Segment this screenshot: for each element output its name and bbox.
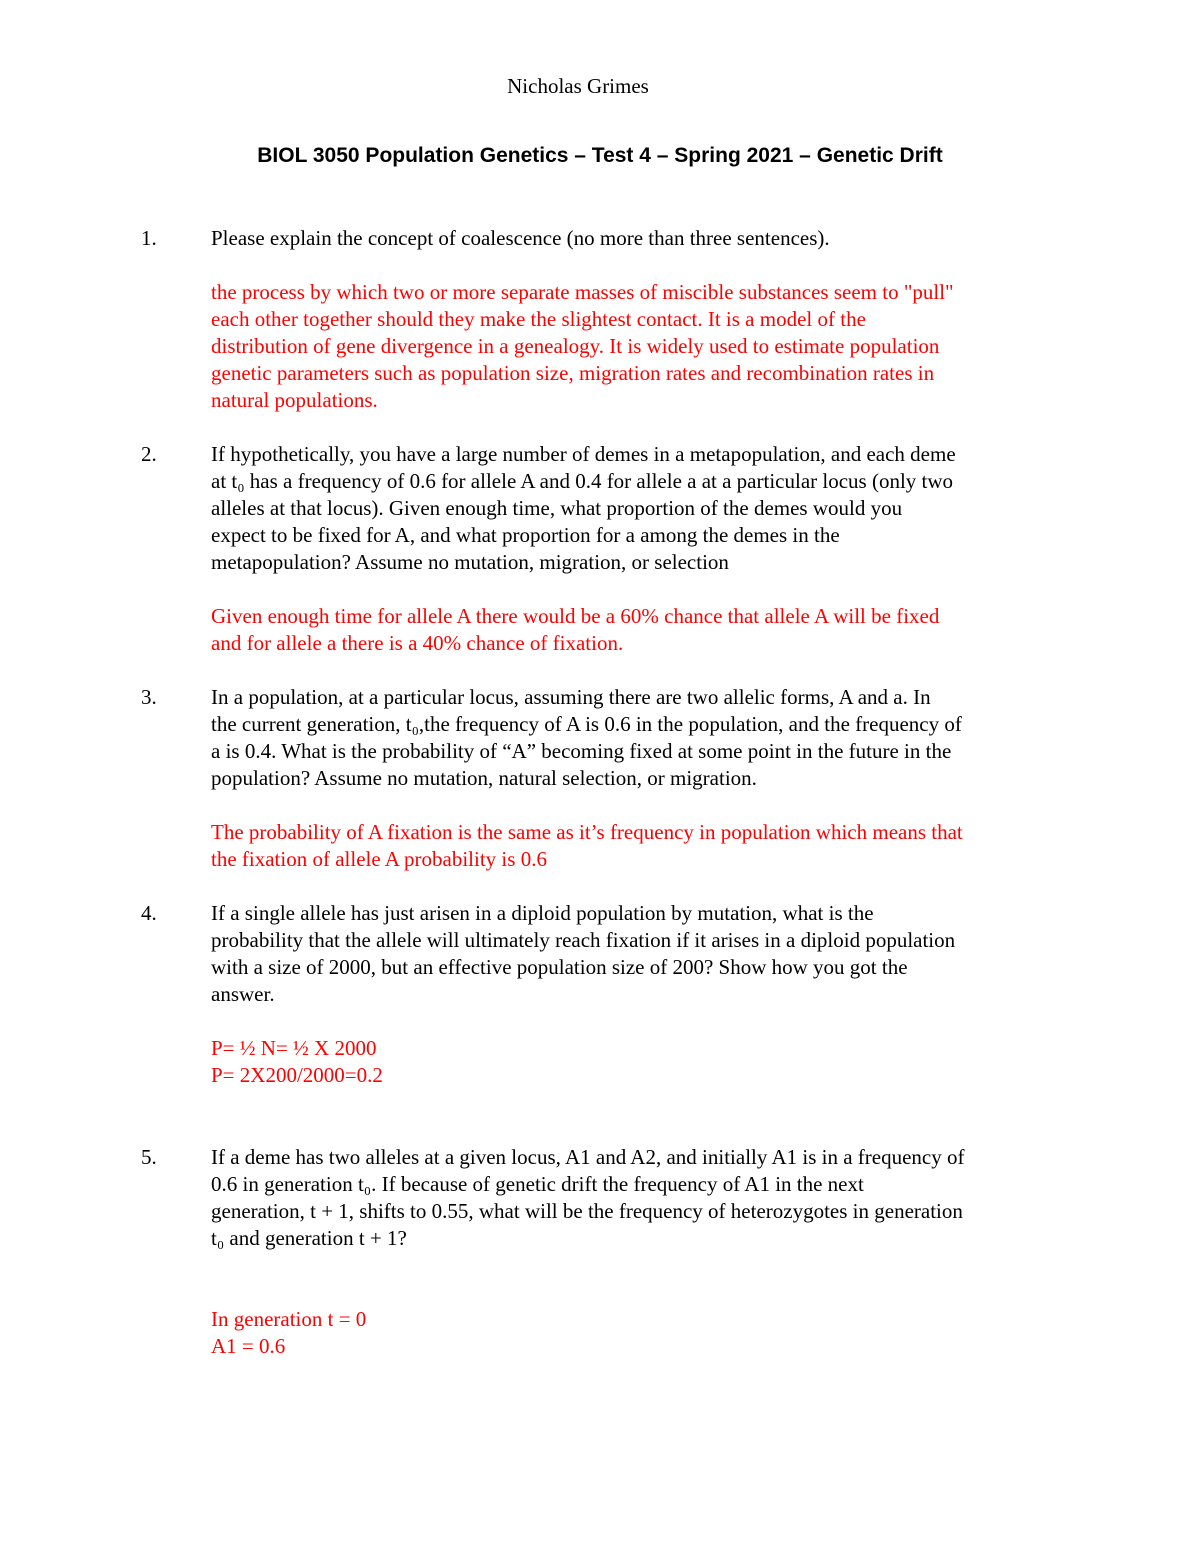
- question-prompt: [211, 225, 1071, 252]
- answer-line: A1 = 0.6: [211, 1334, 286, 1358]
- answer-line: genetic parameters such as population size, migration rates and recombination rates in: [211, 361, 935, 385]
- prompt-line: with a size of 2000, but an effective population size of 200? Show how you got the: [211, 955, 908, 979]
- question-prompt: [211, 684, 1071, 792]
- prompt-line: answer.: [211, 982, 275, 1006]
- prompt-line: generation, t + 1, shifts to 0.55, what will be the frequency of heterozygotes in generation: [211, 1199, 963, 1223]
- answer-line: The probability of A fixation is the same as it’s frequency in population which means that: [211, 820, 963, 844]
- prompt-line: If a single allele has just arisen in a diploid population by mutation, what is the: [211, 901, 874, 925]
- prompt-line: at t₀ has a frequency of 0.6 for allele A and 0.4 for allele a at a particular locus (only two: [211, 469, 954, 493]
- prompt-line: a is 0.4. What is the probability of “A” becoming fixed at some point in the future in the: [211, 739, 952, 763]
- prompt-line: In a population, at a particular locus, assuming there are two allelic forms, A and a. In: [211, 685, 931, 709]
- prompt-line: the current generation, t₀,the frequency of A is 0.6 in the population, and the frequency of: [211, 712, 962, 736]
- question-prompt: [211, 1144, 1071, 1252]
- answer-text: [211, 1035, 1071, 1089]
- answer-text: [211, 279, 1071, 414]
- prompt-line: probability that the allele will ultimately reach fixation if it arises in a diploid population: [211, 928, 956, 952]
- answer-line: Given enough time for allele A there would be a 60% chance that allele A will be fixed: [211, 604, 940, 628]
- document-title: BIOL 3050 Population Genetics – Test 4 – Spring 2021 – Genetic Drift: [257, 144, 943, 167]
- answer-text: [211, 603, 1071, 657]
- prompt-line: Please explain the concept of coalescence (no more than three sentences).: [211, 226, 830, 250]
- prompt-line: metapopulation? Assume no mutation, migration, or selection: [211, 550, 729, 574]
- prompt-line: population? Assume no mutation, natural selection, or migration.: [211, 766, 757, 790]
- question-number: 5.: [141, 1145, 157, 1169]
- prompt-line: alleles at that locus). Given enough time, what proportion of the demes would you: [211, 496, 903, 520]
- question-number: 2.: [141, 442, 157, 466]
- question-prompt: [211, 900, 1071, 1008]
- prompt-line: 0.6 in generation t₀. If because of genetic drift the frequency of A1 in the next: [211, 1172, 864, 1196]
- answer-line: and for allele a there is a 40% chance of fixation.: [211, 631, 624, 655]
- answer-line: each other together should they make the slightest contact. It is a model of the: [211, 307, 866, 331]
- question-number: 4.: [141, 901, 157, 925]
- answer-line: distribution of gene divergence in a genealogy. It is widely used to estimate population: [211, 334, 940, 358]
- author-name: Nicholas Grimes: [507, 74, 649, 98]
- answer-line: In generation t = 0: [211, 1307, 367, 1331]
- answer-text: [211, 1306, 1071, 1360]
- answer-text: [211, 819, 1071, 873]
- question-number: 3.: [141, 685, 157, 709]
- answer-line: natural populations.: [211, 388, 378, 412]
- answer-line: P= 2X200/2000=0.2: [211, 1063, 383, 1087]
- question-prompt: [211, 441, 1071, 576]
- answer-line: P= ½ N= ½ X 2000: [211, 1036, 377, 1060]
- prompt-line: t₀ and generation t + 1?: [211, 1226, 407, 1250]
- answer-line: the fixation of allele A probability is 0.6: [211, 847, 547, 871]
- prompt-line: If a deme has two alleles at a given locus, A1 and A2, and initially A1 is in a frequency of: [211, 1145, 965, 1169]
- question-number: 1.: [141, 226, 157, 250]
- answer-line: the process by which two or more separate masses of miscible substances seem to "pull": [211, 280, 954, 304]
- prompt-line: If hypothetically, you have a large number of demes in a metapopulation, and each deme: [211, 442, 956, 466]
- prompt-line: expect to be fixed for A, and what proportion for a among the demes in the: [211, 523, 840, 547]
